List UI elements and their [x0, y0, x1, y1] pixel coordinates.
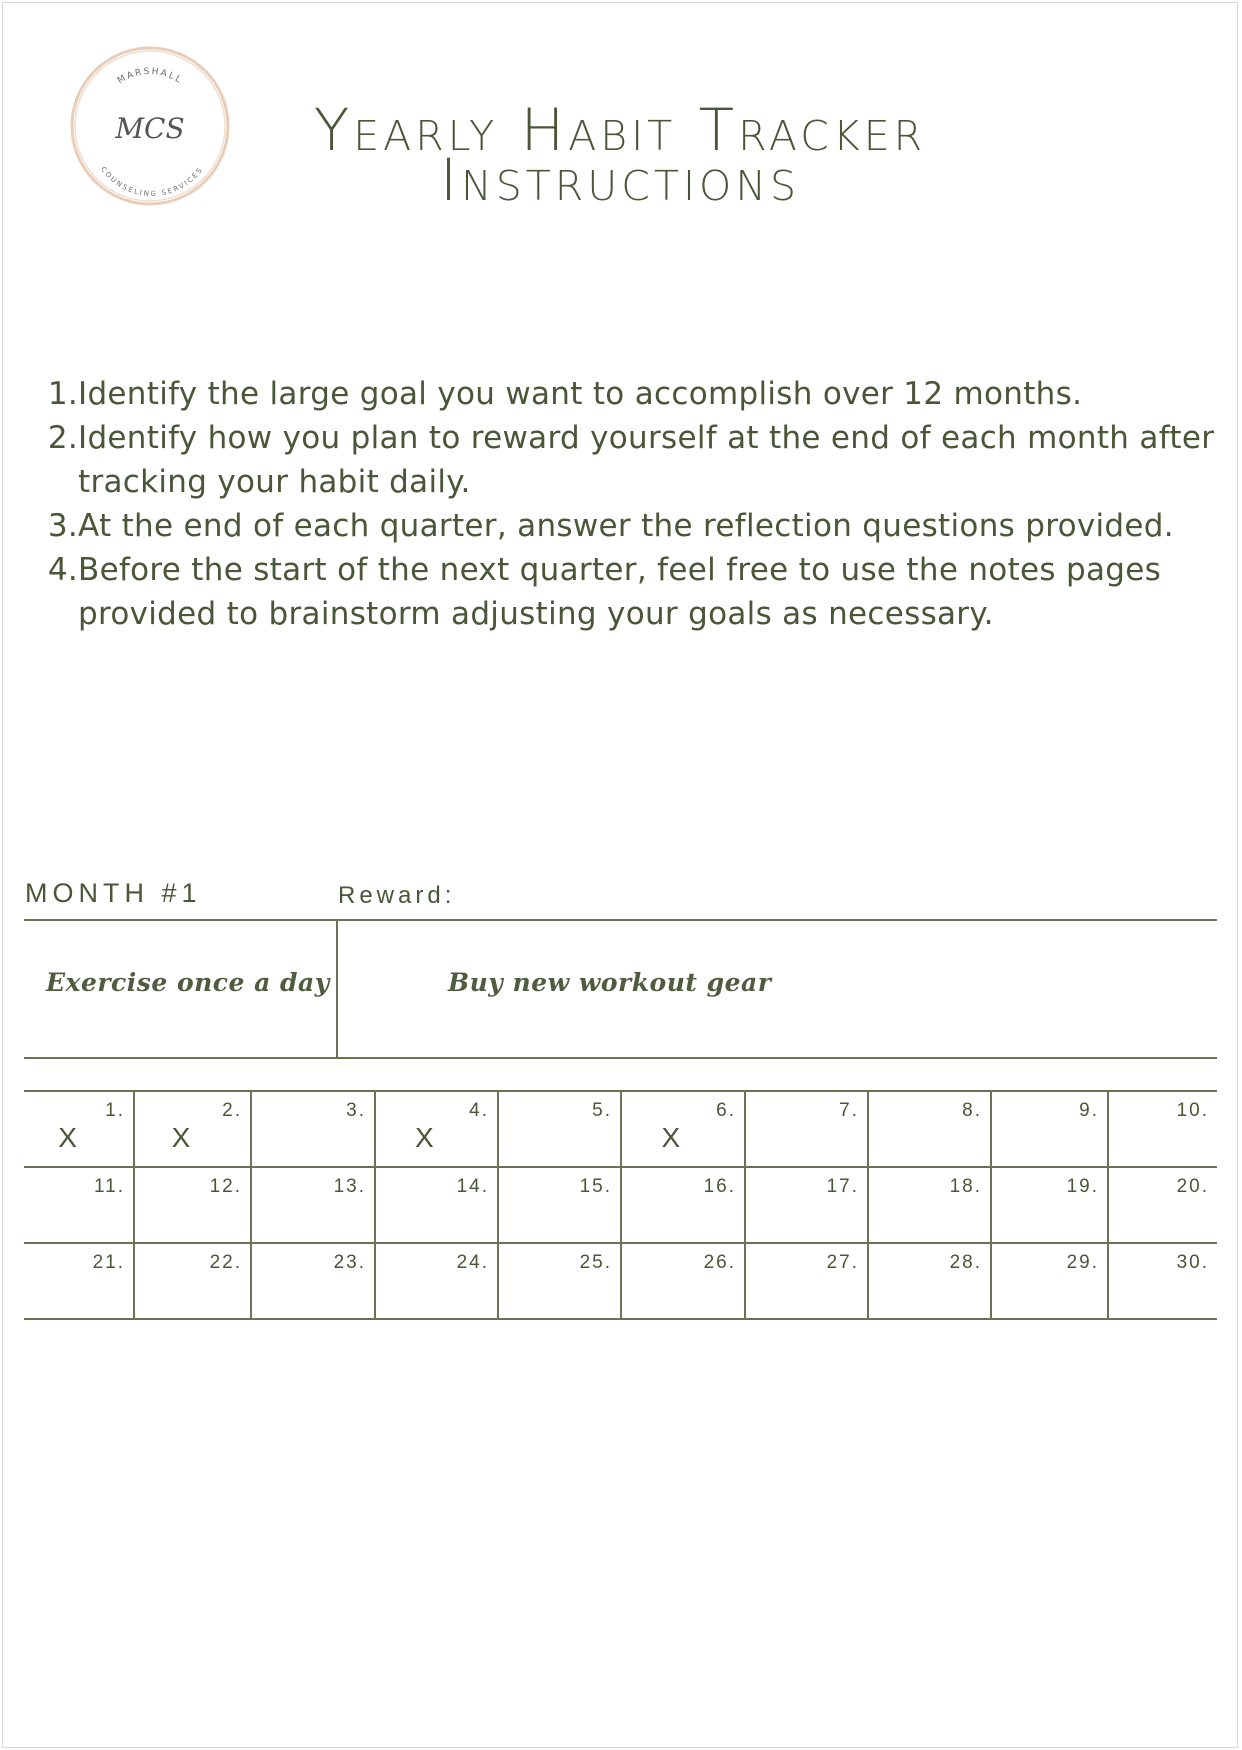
logo-badge-icon: [68, 44, 232, 208]
day-cell[interactable]: [133, 1092, 250, 1166]
instruction-number: 1.: [47, 376, 78, 412]
instructions-list: [38, 372, 1228, 636]
day-number: 29.: [1066, 1252, 1099, 1273]
completed-mark: X: [415, 1122, 434, 1153]
day-cell[interactable]: [250, 1092, 374, 1166]
instruction-text: Identify the large goal you want to accomplish over 12 months.: [78, 376, 1083, 412]
day-cell[interactable]: [744, 1092, 867, 1166]
day-cell[interactable]: [250, 1244, 374, 1318]
tracker-row: [24, 1090, 1217, 1166]
day-cell[interactable]: [250, 1168, 374, 1242]
day-number: 19.: [1066, 1176, 1099, 1197]
day-number: 14.: [456, 1176, 489, 1197]
instruction-number: 3.: [47, 508, 78, 544]
page-border: [2, 2, 1238, 1748]
day-cell[interactable]: [990, 1168, 1107, 1242]
day-number: 6.: [716, 1100, 736, 1121]
day-number: 22.: [209, 1252, 242, 1273]
habit-field[interactable]: Exercise once a day: [46, 968, 330, 997]
day-cell[interactable]: [744, 1168, 867, 1242]
day-cell[interactable]: [990, 1244, 1107, 1318]
day-number: 15.: [579, 1176, 612, 1197]
month-box-top-line: [24, 919, 1217, 921]
day-cell[interactable]: [497, 1244, 620, 1318]
tracker-row: [24, 1166, 1217, 1242]
day-cell[interactable]: [133, 1168, 250, 1242]
day-number: 24.: [456, 1252, 489, 1273]
day-number: 18.: [949, 1176, 982, 1197]
day-number: 3.: [346, 1100, 366, 1121]
day-number: 16.: [703, 1176, 736, 1197]
instruction-item: [38, 372, 1228, 416]
mcs-logo: [68, 44, 232, 208]
day-number: 30.: [1176, 1252, 1209, 1273]
day-number: 13.: [333, 1176, 366, 1197]
day-number: 9.: [1079, 1100, 1099, 1121]
reward-field[interactable]: Buy new workout gear: [448, 968, 772, 997]
month-label: MONTH #1: [25, 878, 202, 908]
day-number: 8.: [962, 1100, 982, 1121]
day-cell[interactable]: [374, 1244, 497, 1318]
instruction-text: Before the start of the next quarter, feel free to use the notes pages provided to brainstorm adjusting your goals as necessary.: [78, 552, 1162, 632]
completed-mark: X: [58, 1122, 77, 1153]
day-cell[interactable]: [374, 1168, 497, 1242]
day-number: 23.: [333, 1252, 366, 1273]
day-cell[interactable]: [867, 1244, 990, 1318]
title-line-1: Yearly Habit Tracker: [313, 96, 927, 164]
day-cell[interactable]: [620, 1092, 744, 1166]
instruction-item: [38, 416, 1228, 504]
day-tracker-grid: [24, 1090, 1217, 1320]
day-cell[interactable]: [620, 1244, 744, 1318]
day-number: 12.: [209, 1176, 242, 1197]
day-cell[interactable]: [867, 1092, 990, 1166]
day-number: 2.: [222, 1100, 242, 1121]
day-cell[interactable]: [497, 1168, 620, 1242]
logo-top-text: MARSHALL: [115, 66, 185, 87]
day-number: 11.: [93, 1176, 125, 1197]
day-cell[interactable]: [497, 1092, 620, 1166]
page-title: [250, 96, 990, 214]
day-number: 7.: [839, 1100, 859, 1121]
month-box-divider: [336, 919, 338, 1058]
completed-mark: X: [661, 1122, 681, 1153]
instruction-item: [38, 504, 1228, 548]
day-number: 1.: [105, 1100, 125, 1121]
instruction-text: Identify how you plan to reward yourself at the end of each month after tracking your habit daily.: [78, 420, 1215, 500]
instruction-number: 2.: [47, 420, 78, 456]
day-number: 10.: [1176, 1100, 1209, 1121]
completed-mark: X: [171, 1122, 191, 1153]
logo-bottom-text: COUNSELING SERVICES: [99, 165, 205, 199]
instruction-text: At the end of each quarter, answer the reflection questions provided.: [78, 508, 1174, 544]
title-line-2: Instructions: [439, 146, 801, 214]
instruction-item: [38, 548, 1228, 636]
day-cell[interactable]: [990, 1092, 1107, 1166]
day-cell[interactable]: [867, 1168, 990, 1242]
day-cell[interactable]: [374, 1092, 497, 1166]
day-cell[interactable]: [1107, 1244, 1217, 1318]
day-cell[interactable]: [1107, 1092, 1217, 1166]
day-cell[interactable]: [1107, 1168, 1217, 1242]
day-cell[interactable]: [744, 1244, 867, 1318]
day-number: 20.: [1176, 1176, 1209, 1197]
day-number: 21.: [92, 1252, 125, 1273]
tracker-row: [24, 1242, 1217, 1320]
day-cell[interactable]: [24, 1168, 133, 1242]
day-number: 26.: [703, 1252, 736, 1273]
day-number: 27.: [826, 1252, 859, 1273]
day-number: 4.: [469, 1100, 489, 1121]
day-number: 25.: [579, 1252, 612, 1273]
reward-label: Reward:: [338, 882, 456, 909]
day-number: 5.: [592, 1100, 612, 1121]
instruction-number: 4.: [47, 552, 78, 588]
day-number: 17.: [826, 1176, 859, 1197]
day-cell[interactable]: [24, 1092, 133, 1166]
logo-initials: MCS: [115, 112, 185, 145]
day-cell[interactable]: [133, 1244, 250, 1318]
day-cell[interactable]: [620, 1168, 744, 1242]
day-cell[interactable]: [24, 1244, 133, 1318]
month-box-bottom-line: [24, 1057, 1217, 1059]
day-number: 28.: [949, 1252, 982, 1273]
